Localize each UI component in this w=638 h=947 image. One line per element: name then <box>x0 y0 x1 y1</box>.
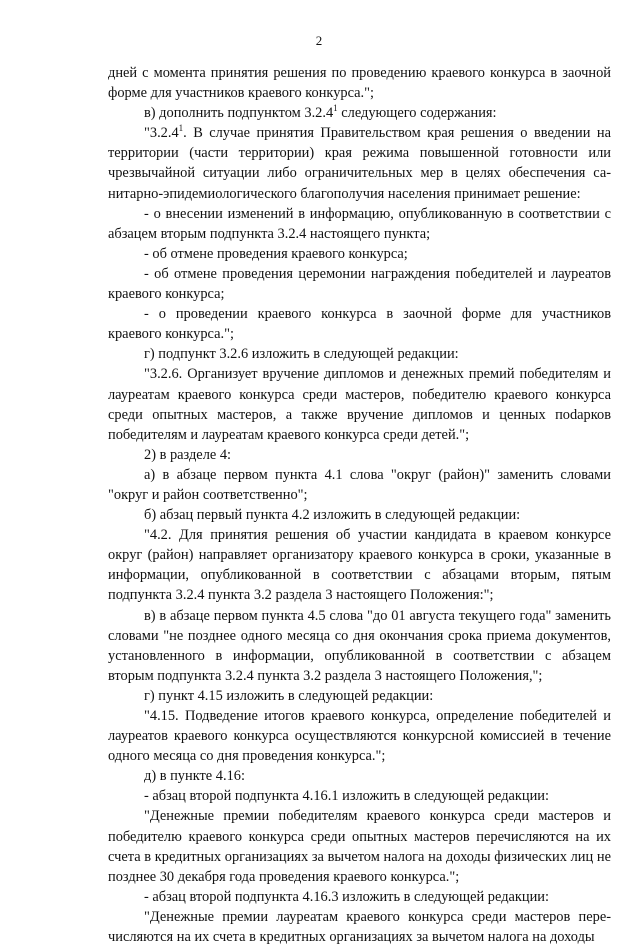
paragraph: - о проведении краевого конкурса в заочной форме для участников краевого конкурса."; <box>108 306 611 343</box>
paragraph-text: в) дополнить подпунктом 3.2.4 <box>144 105 334 122</box>
paragraph: 2) в разделе 4: <box>144 446 232 463</box>
document-body <box>108 63 611 947</box>
paragraph <box>108 123 611 203</box>
paragraph-text: следующего содержания: <box>337 105 497 122</box>
paragraph: "4.2. Для принятия решения об участии кандидата в краевом конкурсе округ (район) направляет организатору краевого конкурса в сроки, указанные в информации, опубликованной в соответствии с абзацами вторым, пятым подпункта 3.2.4 пункта 3.2 раздела 3 настоящего Положения:"; <box>108 527 611 604</box>
paragraph: в) в абзаце первом пункта 4.5 слова "до 01 августа текущего года" заменить словами "не позднее одного месяца со дня окончания срока приема документов, установленного в информации, опубликованной в соответствии с абзацем вторым подпункта 3.2.4 пункта 3.2 раздела 3 настоящего Положения,"; <box>108 607 611 684</box>
paragraph-text: . В случае принятия Правительством края решения о введении на территории (части территории) края режима повышенной готовности или чрезвычайной ситуации либо ограничительных мер в целях обеспечения санитарно-эпидемиологического благополучия населения принимает решение: <box>108 125 611 202</box>
paragraph-text: "3.2.4 <box>144 125 179 142</box>
superscript: 1 <box>333 103 338 114</box>
paragraph: "Денежные премии лауреатам краевого конкурса среди мастеров перечисляются на их счета в кредитных организациях за вычетом налога на доходы <box>108 908 611 946</box>
page-number: 2 <box>315 33 323 48</box>
paragraph: - абзац второй подпункта 4.16.1 изложить в следующей редакции: <box>144 788 550 805</box>
paragraph: - об отмене проведения краевого конкурса; <box>144 245 408 262</box>
paragraph: - об отмене проведения церемонии награждения победителей и лауреатов краевого конкурса; <box>108 265 611 303</box>
paragraph: - о внесении изменений в информацию, опубликованную в соответствии с абзацем вторым подпункта 3.2.4 настоящего пункта; <box>108 205 611 242</box>
paragraph: г) пункт 4.15 изложить в следующей редакции: <box>144 687 434 704</box>
paragraph: д) в пункте 4.16: <box>144 768 245 785</box>
paragraph: дней с момента принятия решения по проведению краевого конкурса в заочной форме для участников краевого конкурса."; <box>108 65 611 102</box>
paragraph: "4.15. Подведение итогов краевого конкурса, определение победителей и лауреатов краевого конкурса осуществляются конкурсной комиссией в течение одного месяца со дня проведения конкурса."; <box>108 708 611 765</box>
paragraph: - абзац второй подпункта 4.16.3 изложить в следующей редакции: <box>144 888 550 905</box>
paragraph <box>108 103 611 123</box>
paragraph: "3.2.6. Организует вручение дипломов и денежных премий победителям и лауреатам краевого конкурса среди мастеров, победителю краевого конкурса среди опытных мастеров, а также вручение дипломов и ценных поdарков победителям и лауреатам краевого конкурса среди детей."; <box>108 366 611 443</box>
superscript: 1 <box>178 123 184 134</box>
paragraph: а) в абзаце первом пункта 4.1 слова "округ (район)" заменить словами "округ и район соответственно"; <box>108 466 611 503</box>
paragraph: "Денежные премии победителям краевого конкурса среди мастеров и победителю краевого конкурса среди опытных мастеров перечисляются на их счета в кредитных организациях за вычетом налога на доходы физических лиц не позднее 30 декабря года проведения краевого конкурса."; <box>108 808 611 885</box>
paragraph: б) абзац первый пункта 4.2 изложить в следующей редакции: <box>144 507 521 524</box>
paragraph: г) подпункт 3.2.6 изложить в следующей редакции: <box>144 346 459 363</box>
